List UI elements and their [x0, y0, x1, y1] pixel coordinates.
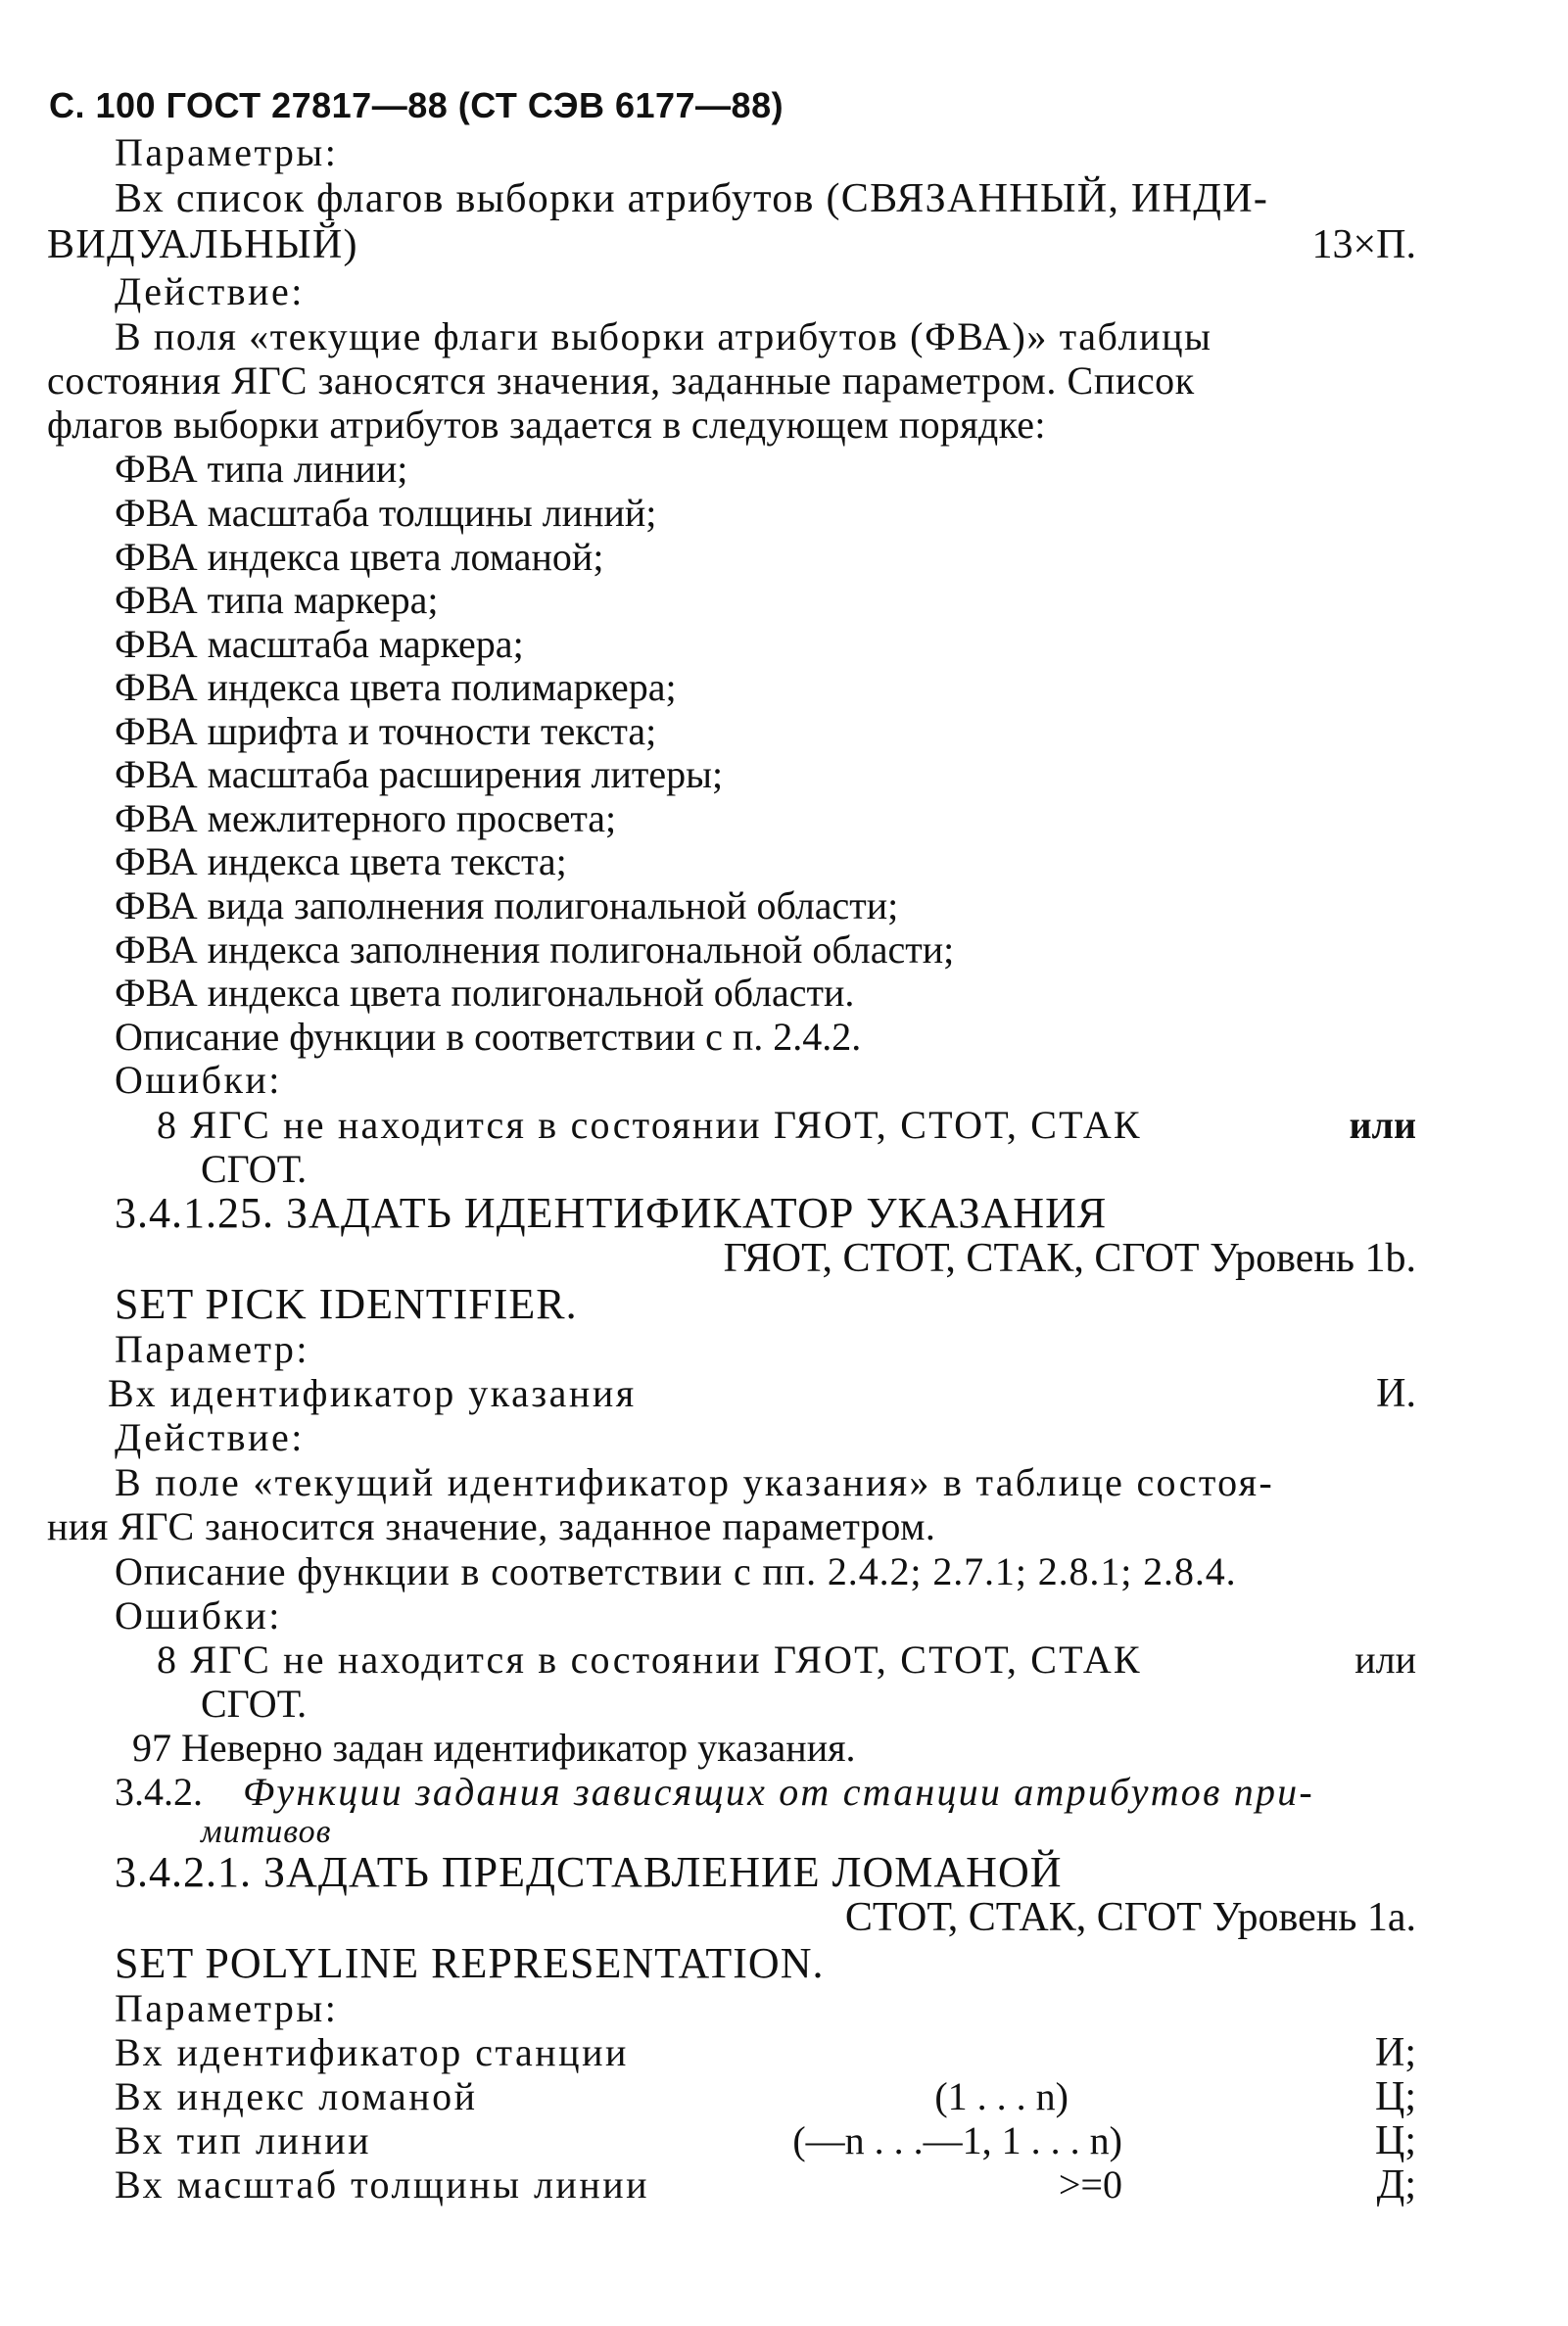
subsection-title-cont: митивов [201, 1814, 332, 1850]
flag-item: ФВА индекса цвета полигональной области. [115, 971, 855, 1015]
page-header: С. 100 ГОСТ 27817—88 (СТ СЭВ 6177—88) [49, 85, 784, 125]
action-label: Действие: [115, 1415, 305, 1459]
action-label: Действие: [115, 269, 305, 313]
param-range: (1 . . . n) [934, 2074, 1069, 2118]
english-name: SET POLYLINE REPRESENTATION. [115, 1939, 825, 1987]
flag-item: ФВА индекса заполнения полигональной области; [115, 927, 955, 972]
flag-item: ФВА типа маркера; [115, 578, 439, 622]
description: Описание функции в соответствии с пп. 2.4.2; 2.7.1; 2.8.1; 2.8.4. [115, 1549, 1237, 1593]
errors-label: Ошибки: [115, 1058, 282, 1102]
flag-item: ФВА межлитерного просвета; [115, 796, 617, 840]
param-name: Вх тип линии [115, 2118, 372, 2162]
param-line-cont: ВИДУАЛЬНЫЙ) [47, 222, 358, 267]
action-text: флагов выборки атрибутов задается в следующем порядке: [47, 403, 1046, 447]
action-text: ния ЯГС заносится значение, заданное параметром. [47, 1504, 936, 1548]
flag-item: ФВА индекса цвета полимаркера; [115, 665, 677, 709]
param-line: Вх список флагов выборки атрибутов (СВЯЗАННЫЙ, ИНДИ- [115, 176, 1269, 221]
flag-item: ФВА шрифта и точности текста; [115, 709, 657, 753]
error-8-or: или [1349, 1103, 1416, 1147]
params-label: Параметры: [115, 1986, 339, 2030]
flag-item: ФВА масштаба расширения литеры; [115, 752, 724, 796]
subsection-title: Функции задания зависящих от станции атрибутов при- [243, 1770, 1314, 1814]
flag-item: ФВА типа линии; [115, 447, 408, 491]
error-8-cont: СГОТ. [201, 1147, 308, 1191]
action-text: состояния ЯГС заносятся значения, заданные параметром. Список [47, 358, 1195, 403]
section-heading: 3.4.1.25. ЗАДАТЬ ИДЕНТИФИКАТОР УКАЗАНИЯ [115, 1189, 1108, 1237]
flag-item: ФВА масштаба маркера; [115, 622, 524, 666]
param-type: Д; [1376, 2162, 1416, 2207]
param-name: Вх индекс ломаной [115, 2074, 478, 2118]
error-97: 97 Неверно задан идентификатор указания. [132, 1726, 856, 1770]
param-name: Вх идентификатор указания [108, 1371, 637, 1415]
states-level: СТОТ, СТАК, СГОТ Уровень 1а. [844, 1895, 1416, 1940]
error-8-or: или [1354, 1638, 1416, 1682]
param-range: >=0 [1058, 2162, 1122, 2207]
flag-item: ФВА вида заполнения полигональной области; [115, 883, 899, 927]
description: Описание функции в соответствии с п. 2.4.2. [115, 1015, 862, 1059]
english-name: SET PICK IDENTIFIER. [115, 1280, 578, 1328]
flag-item: ФВА масштаба толщины линий; [115, 491, 657, 535]
param-label: Параметр: [115, 1327, 310, 1371]
error-8-cont: СГОТ. [201, 1682, 308, 1726]
flag-item: ФВА индекса цвета текста; [115, 839, 567, 883]
errors-label: Ошибки: [115, 1593, 282, 1638]
param-type: И; [1375, 2030, 1416, 2075]
params-label: Параметры: [115, 130, 339, 174]
action-text: В поле «текущий идентификатор указания» в таблице состоя- [115, 1460, 1274, 1504]
subsection-number: 3.4.2. [115, 1770, 203, 1814]
section-heading: 3.4.2.1. ЗАДАТЬ ПРЕДСТАВЛЕНИЕ ЛОМАНОЙ [115, 1848, 1063, 1896]
action-text: В поля «текущие флаги выборки атрибутов (ФВА)» таблицы [115, 314, 1212, 358]
states-level: ГЯОТ, СТОТ, СТАК, СГОТ Уровень 1b. [723, 1236, 1416, 1281]
flag-item: ФВА индекса цвета ломаной; [115, 535, 604, 579]
error-8: 8 ЯГС не находится в состоянии ГЯОТ, СТОТ, СТАК [157, 1638, 1142, 1682]
param-type: Ц; [1375, 2118, 1416, 2163]
param-name: Вх идентификатор станции [115, 2030, 629, 2074]
error-8: 8 ЯГС не находится в состоянии ГЯОТ, СТОТ, СТАК [157, 1103, 1142, 1147]
param-type: 13×П. [1311, 222, 1416, 267]
param-type: Ц; [1375, 2074, 1416, 2119]
param-range: (—n . . .—1, 1 . . . n) [792, 2118, 1122, 2162]
param-name: Вх масштаб толщины линии [115, 2162, 650, 2207]
param-type: И. [1376, 1371, 1416, 1416]
